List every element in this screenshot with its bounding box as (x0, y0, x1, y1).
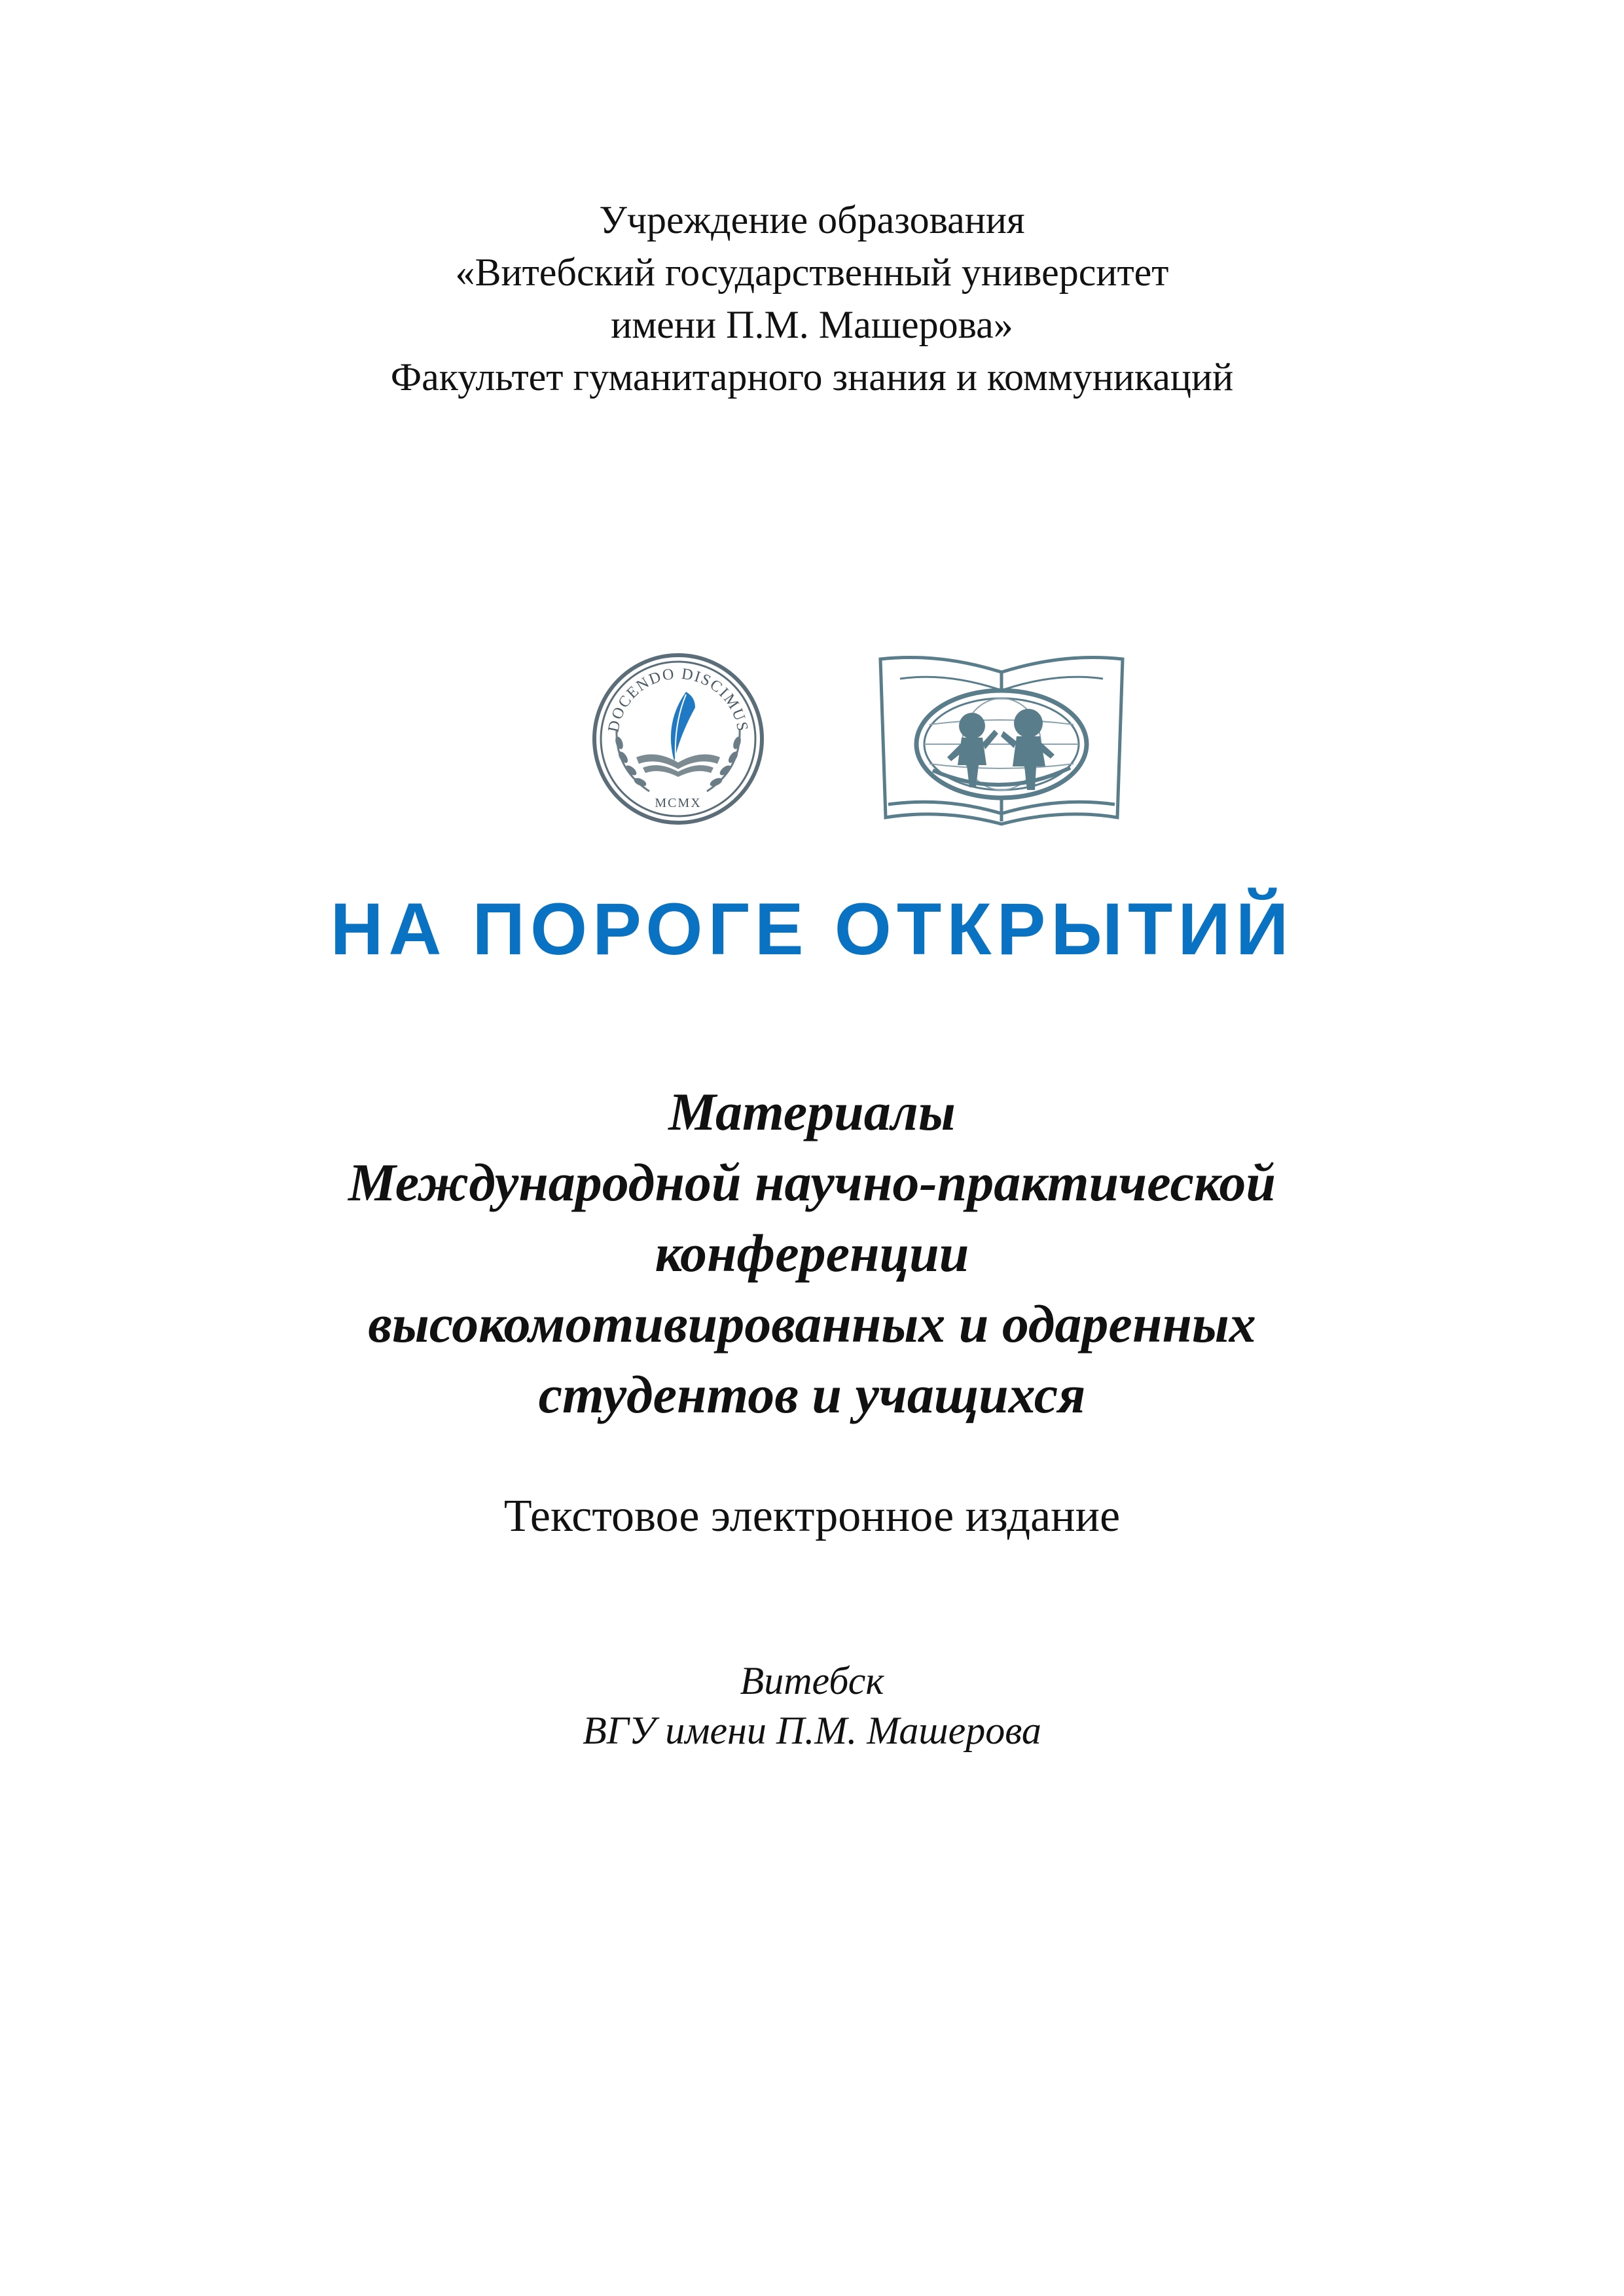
imprint-city: Витебск (740, 1659, 884, 1702)
svg-text:MCMX: MCMX (655, 796, 702, 810)
imprint (0, 1656, 1624, 1755)
subtitle-line-3: конференции (655, 1223, 969, 1283)
subtitle-line-4: высокомотивированных и одаренных (368, 1294, 1256, 1354)
logos-row (0, 651, 1624, 834)
subtitle-line-5: студентов и учащихся (538, 1365, 1086, 1424)
institution-line-3: имени П.М. Машерова» (611, 303, 1013, 346)
subtitle-line-2: Международной научно-практической (348, 1153, 1276, 1212)
subtitle-line-1: Материалы (668, 1082, 956, 1141)
institution-line-2: «Витебский государственный университет (455, 251, 1169, 294)
svg-text:DOCENDO DISCIMUS: DOCENDO DISCIMUS (605, 665, 751, 734)
conference-subtitle (0, 1077, 1624, 1430)
edition-type: Текстовое электронное издание (503, 1491, 1121, 1541)
institution-line-1: Учреждение образования (599, 198, 1025, 242)
institution-line-4: Факультет гуманитарного знания и коммуникаций (390, 355, 1234, 399)
university-seal-logo (590, 651, 766, 827)
imprint-publisher: ВГУ имени П.М. Машерова (583, 1709, 1041, 1752)
institution-header (0, 194, 1624, 403)
main-title: НА ПОРОГЕ ОТКРЫТИЙ (330, 888, 1294, 970)
conference-book-globe-logo (874, 653, 1129, 829)
